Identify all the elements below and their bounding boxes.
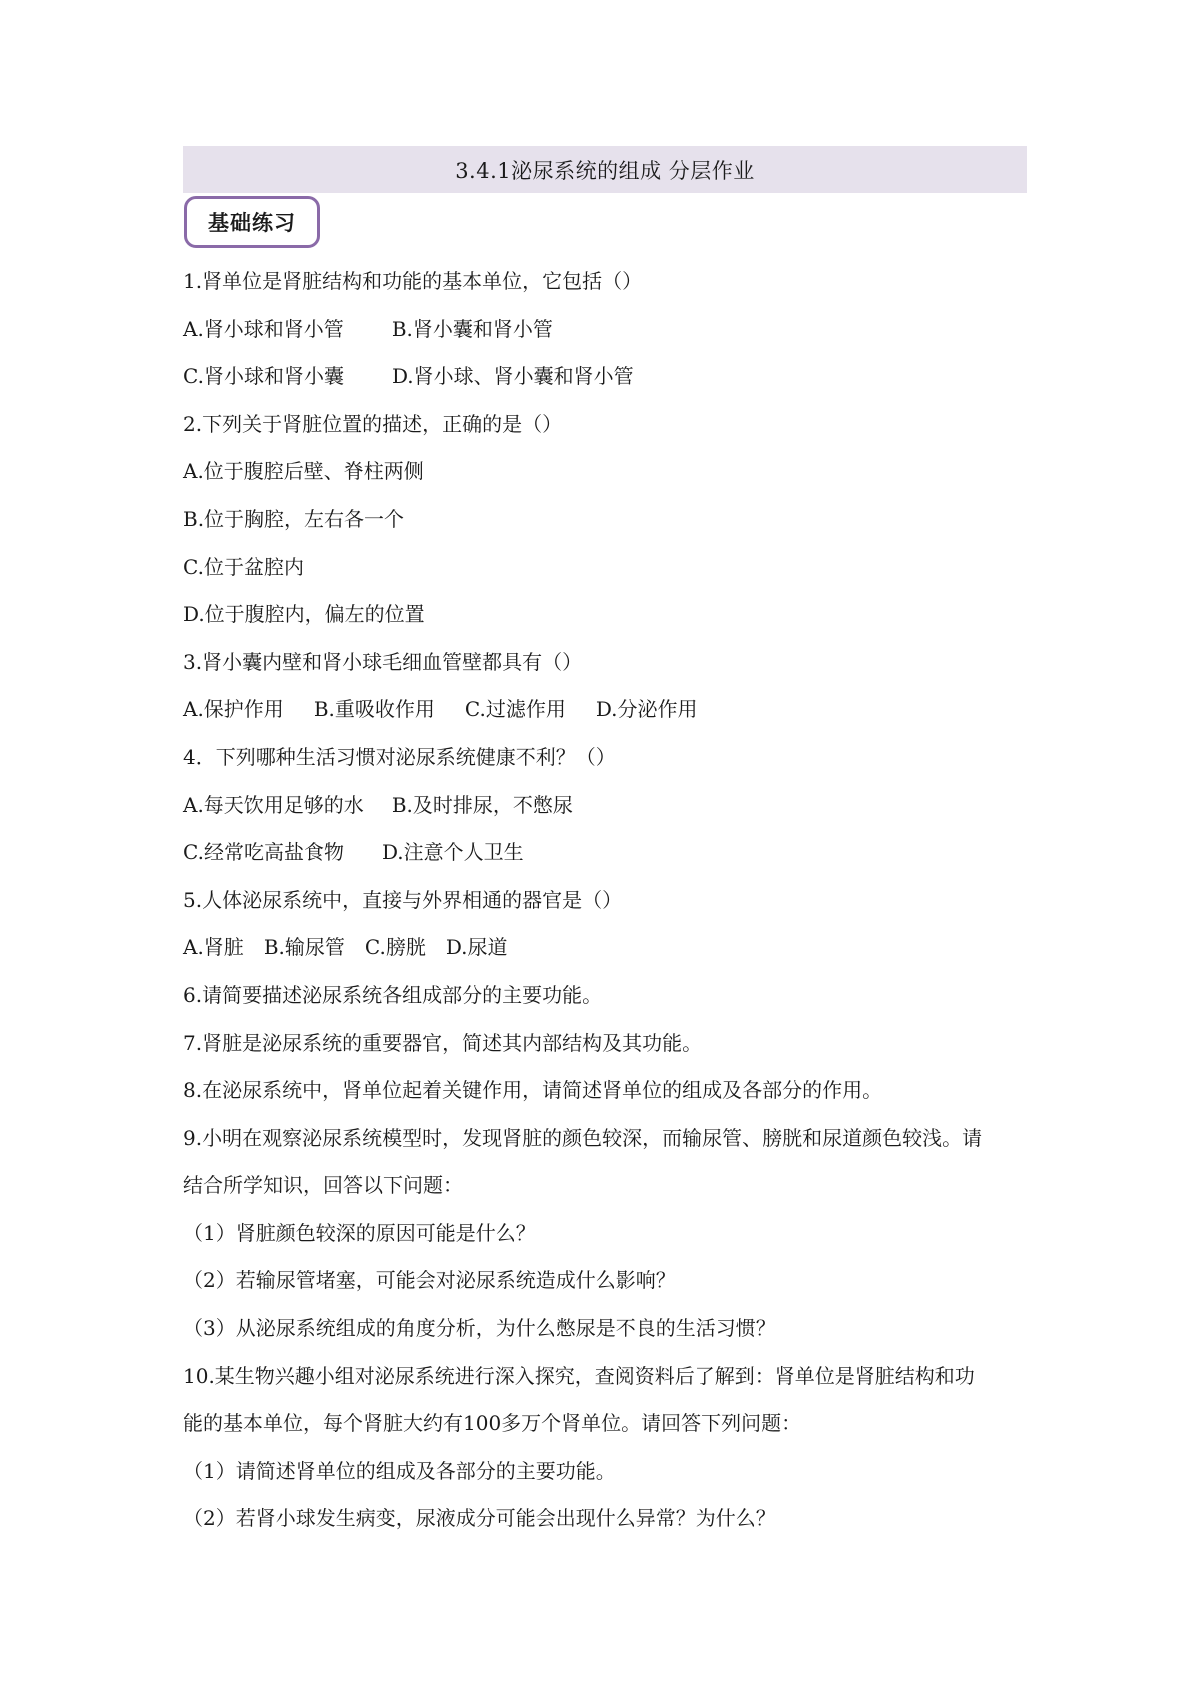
question-7-stem: 7.肾脏是泌尿系统的重要器官，简述其内部结构及其功能。: [183, 1030, 703, 1055]
question-10-stem-line-2: 能的基本单位，每个肾脏大约有100多万个肾单位。请回答下列问题：: [183, 1411, 802, 1436]
question-1-option-b: B.肾小囊和肾小管: [391, 316, 553, 341]
question-5-options: [183, 924, 1033, 972]
question-list: [183, 258, 1033, 1543]
question-4-option-c: C.经常吃高盐食物: [183, 840, 344, 865]
question-5-option-d: D.尿道: [445, 935, 508, 960]
section-badge: 基础练习: [184, 196, 320, 248]
question-1-options-row-2: [183, 353, 1033, 401]
question-4-options-row-1: [183, 782, 1033, 830]
question-9-sub-3: （3）从泌尿系统组成的角度分析，为什么憋尿是不良的生活习惯？: [183, 1316, 776, 1341]
question-9-sub-1: （1）肾脏颜色较深的原因可能是什么？: [183, 1220, 536, 1245]
question-4-option-a: A.每天饮用足够的水: [183, 792, 364, 817]
question-3-option-d: D.分泌作用: [595, 697, 698, 722]
question-9-sub-2: （2）若输尿管堵塞，可能会对泌尿系统造成什么影响？: [183, 1268, 676, 1293]
question-10-stem-line-1: 10.某生物兴趣小组对泌尿系统进行深入探究，查阅资料后了解到：肾单位是肾脏结构和功: [183, 1363, 975, 1388]
question-4-options-row-2: [183, 829, 1033, 877]
question-5-option-a: A.肾脏: [183, 935, 244, 960]
question-3-option-c: C.过滤作用: [464, 697, 566, 722]
worksheet-title: 3.4.1泌尿系统的组成 分层作业: [183, 146, 1027, 193]
question-5-option-b: B.输尿管: [263, 935, 345, 960]
question-5-option-c: C.膀胱: [364, 935, 426, 960]
question-3-option-b: B.重吸收作用: [313, 697, 435, 722]
question-5-stem: 5.人体泌尿系统中，直接与外界相通的器官是（）: [183, 887, 623, 912]
question-10-sub-2: （2）若肾小球发生病变，尿液成分可能会出现什么异常？为什么？: [183, 1506, 776, 1531]
question-9-stem-line-1: 9.小明在观察泌尿系统模型时，发现肾脏的颜色较深，而输尿管、膀胱和尿道颜色较浅。请: [183, 1125, 983, 1150]
question-1-option-c: C.肾小球和肾小囊: [183, 364, 344, 389]
question-2-option-d: D.位于腹腔内，偏左的位置: [183, 602, 425, 627]
question-10-sub-1: （1）请简述肾单位的组成及各部分的主要功能。: [183, 1458, 616, 1483]
question-1-stem: 1.肾单位是肾脏结构和功能的基本单位，它包括（）: [183, 269, 643, 293]
question-8-stem: 8.在泌尿系统中，肾单位起着关键作用，请简述肾单位的组成及各部分的作用。: [183, 1078, 883, 1103]
question-2-stem: 2.下列关于肾脏位置的描述，正确的是（）: [183, 411, 563, 436]
question-1-option-d: D.肾小球、肾小囊和肾小管: [391, 364, 634, 389]
question-9-stem-line-2: 结合所学知识，回答以下问题：: [183, 1173, 463, 1198]
question-1-option-a: A.肾小球和肾小管: [183, 316, 344, 341]
question-3-options: [183, 686, 1033, 734]
question-4-option-b: B.及时排尿，不憋尿: [391, 792, 573, 817]
question-2-option-a: A.位于腹腔后壁、脊柱两侧: [183, 459, 424, 484]
question-6-stem: 6.请简要描述泌尿系统各组成部分的主要功能。: [183, 982, 603, 1007]
question-2-option-b: B.位于胸腔，左右各一个: [183, 506, 405, 531]
question-2-option-c: C.位于盆腔内: [183, 554, 304, 579]
question-4-option-d: D.注意个人卫生: [381, 840, 524, 865]
question-3-option-a: A.保护作用: [183, 697, 284, 722]
question-1-options-row-1: [183, 306, 1033, 354]
question-3-stem: 3.肾小囊内壁和肾小球毛细血管壁都具有（）: [183, 649, 583, 674]
question-4-stem: 4．下列哪种生活习惯对泌尿系统健康不利？（）: [183, 744, 616, 769]
